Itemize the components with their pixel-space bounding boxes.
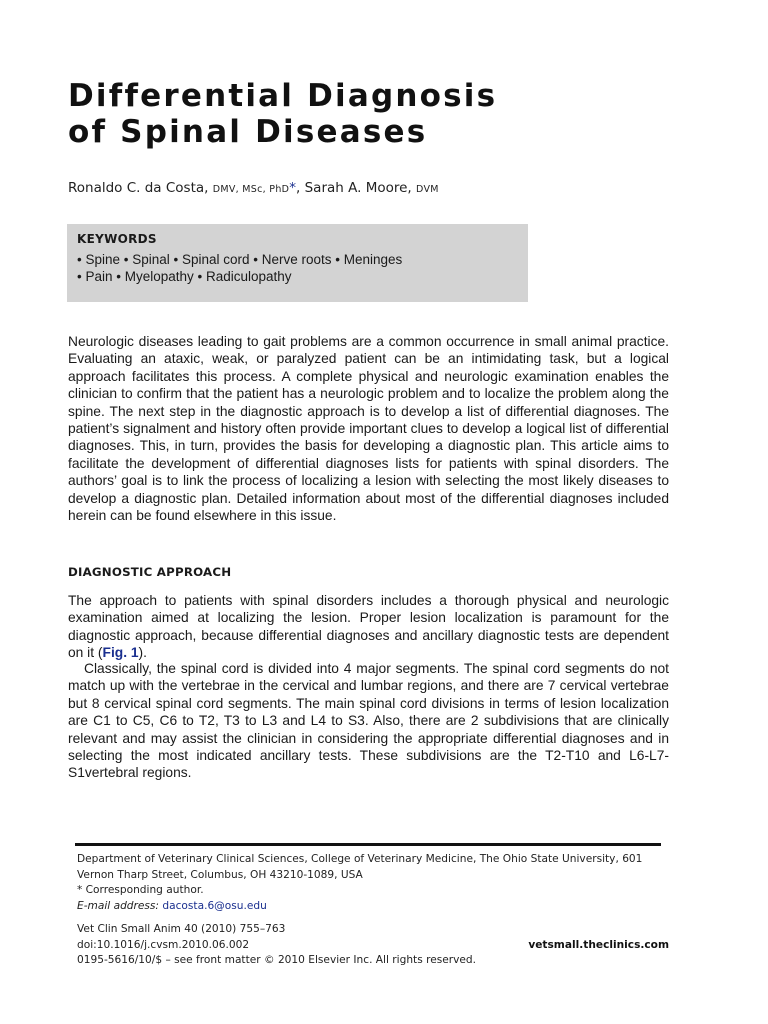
author-1-name: Ronaldo C. da Costa, <box>68 180 209 196</box>
title-line-1: Differential Diagnosis <box>68 78 498 114</box>
author-separator: , <box>296 180 301 196</box>
author-1-credentials: DMV, MSc, PhD <box>212 184 290 195</box>
figure-1-link[interactable]: Fig. 1 <box>102 645 139 661</box>
para1-text-after: ). <box>138 645 147 661</box>
corresponding-author-note: * Corresponding author. <box>77 884 204 896</box>
author-affiliation <box>77 852 667 914</box>
email-link[interactable]: dacosta.6@osu.edu <box>162 899 267 912</box>
affiliation-text: Department of Veterinary Clinical Sciences, College of Veterinary Medicine, The Ohio State University, 601 Vernon Tharp Street, Columbus, OH 43210-1089, USA <box>77 853 643 881</box>
footnote-divider <box>75 843 661 846</box>
keywords-box <box>67 224 528 302</box>
diagnostic-approach-paragraph-2: Classically, the spinal cord is divided into 4 major segments. The spinal cord segments do not match up with the vertebrae in the cervical and lumbar regions, and there are 7 cervical vertebrae but 8 cervical spinal cord segments. The main spinal cord divisions in terms of lesion localization are C1 to C5, C6 to T2, T3 to L3 and L4 to S3. Also, there are 2 subdivisions that are clinically relevant and may assist the clinician in considering the appropriate differential diagnoses and in selecting the most indicated ancillary tests. These subdivisions are the T2-T10 and L6-L7-S1vertebral regions. <box>68 661 669 781</box>
doi-row <box>77 938 669 954</box>
email-row <box>77 899 667 915</box>
journal-citation: Vet Clin Small Anim 40 (2010) 755–763 <box>77 923 286 935</box>
author-2-name: Sarah A. Moore, <box>304 180 412 196</box>
keywords-heading: KEYWORDS <box>77 232 157 246</box>
copyright-notice: 0195-5616/10/$ – see front matter © 2010 Elsevier Inc. All rights reserved. <box>77 954 476 966</box>
intro-paragraph: Neurologic diseases leading to gait problems are a common occurrence in small animal practice. Evaluating an ataxic, weak, or paralyzed patient can be an intimidating task, but a logical approach facilitates this process. A complete physical and neurologic examination enables the clinician to confirm that the patient has a neurologic problem and to localize the problem along the spine. The next step in the diagnostic approach is to develop a list of differential diagnoses. The patient’s signalment and history often provide important clues to develop a logical list of differential diagnoses. This, in turn, provides the basis for developing a diagnostic plan. This article aims to facilitate the development of differential diagnoses lists for patients with spinal disorders. The authors’ goal is to link the process of localizing a lesion with selecting the most likely diseases to develop a diagnostic plan. Detailed information about most of the differential diagnoses included herein can be found elsewhere in this issue. <box>68 334 669 524</box>
corresponding-author-marker[interactable]: * <box>289 180 297 196</box>
journal-website[interactable]: vetsmall.theclinics.com <box>528 938 669 951</box>
keywords-line-2: • Pain • Myelopathy • Radiculopathy <box>77 269 292 284</box>
email-label: E-mail address: <box>77 899 160 912</box>
diagnostic-approach-paragraph-1 <box>68 592 669 662</box>
doi: doi:10.1016/j.cvsm.2010.06.002 <box>77 938 250 951</box>
article-title <box>68 78 497 150</box>
keywords-line-1: • Spine • Spinal • Spinal cord • Nerve roots • Meninges <box>77 252 403 267</box>
section-heading: DIAGNOSTIC APPROACH <box>68 565 232 579</box>
para1-text-before: The approach to patients with spinal disorders includes a thorough physical and neurologic examination aimed at localizing the lesion. Proper lesion localization is paramount for the diagnostic approach, because differential diagnoses and ancillary diagnostic tests are dependent on it ( <box>68 593 669 661</box>
author-2-credentials: DVM <box>416 184 439 195</box>
citation-block <box>77 922 669 969</box>
title-line-2: of Spinal Diseases <box>68 114 428 150</box>
author-list <box>68 180 439 196</box>
